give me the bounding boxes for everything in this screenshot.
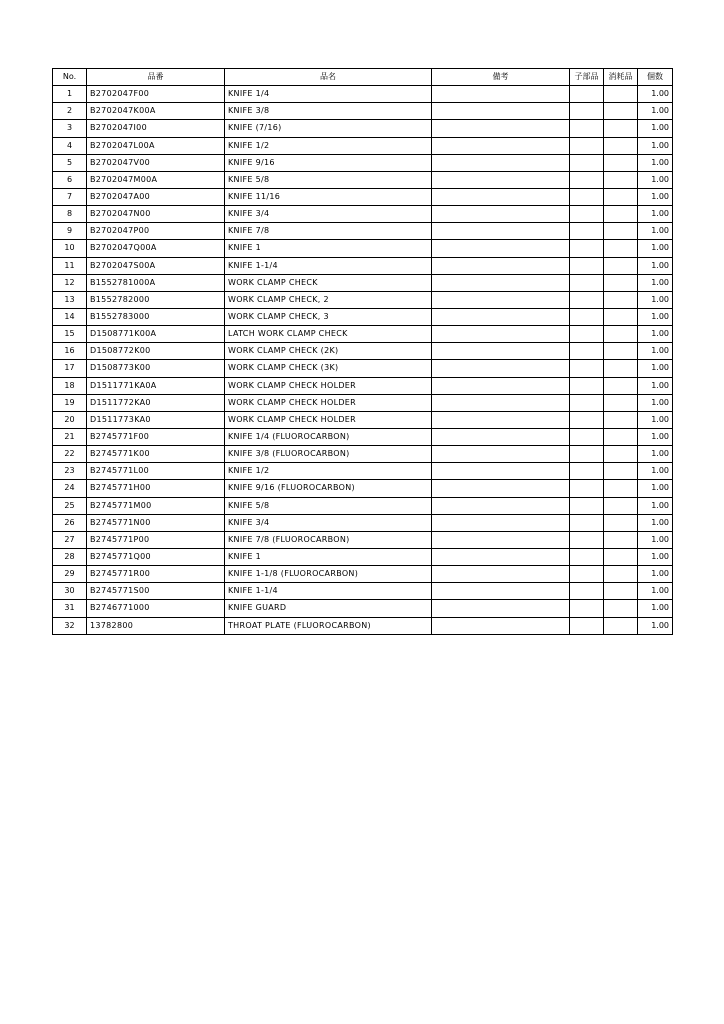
remarks-cell xyxy=(432,274,570,291)
row-number: 24 xyxy=(53,480,87,497)
table-row xyxy=(53,223,673,240)
remarks-cell xyxy=(432,360,570,377)
consumable-cell xyxy=(604,480,638,497)
consumable-cell xyxy=(604,343,638,360)
header-sub-part: 子部品 xyxy=(570,69,604,86)
consumable-cell xyxy=(604,428,638,445)
remarks-cell xyxy=(432,583,570,600)
remarks-cell xyxy=(432,240,570,257)
quantity: 1.00 xyxy=(638,171,673,188)
row-number: 29 xyxy=(53,566,87,583)
table-row xyxy=(53,86,673,103)
quantity: 1.00 xyxy=(638,137,673,154)
row-number: 6 xyxy=(53,171,87,188)
sub-part-cell xyxy=(570,240,604,257)
table-row xyxy=(53,411,673,428)
sub-part-cell xyxy=(570,120,604,137)
header-row xyxy=(53,69,673,86)
row-number: 8 xyxy=(53,206,87,223)
parts-table xyxy=(52,68,673,635)
sub-part-cell xyxy=(570,497,604,514)
remarks-cell xyxy=(432,600,570,617)
part-name: KNIFE (7/16) xyxy=(225,120,432,137)
part-name: KNIFE 1-1/4 xyxy=(225,583,432,600)
sub-part-cell xyxy=(570,617,604,634)
part-code: B2745771K00 xyxy=(87,446,225,463)
part-name: WORK CLAMP CHECK (3K) xyxy=(225,360,432,377)
consumable-cell xyxy=(604,308,638,325)
consumable-cell xyxy=(604,583,638,600)
consumable-cell xyxy=(604,566,638,583)
part-code: B2745771H00 xyxy=(87,480,225,497)
quantity: 1.00 xyxy=(638,463,673,480)
sub-part-cell xyxy=(570,86,604,103)
row-number: 4 xyxy=(53,137,87,154)
header-part-name: 品名 xyxy=(225,69,432,86)
row-number: 20 xyxy=(53,411,87,428)
part-name: WORK CLAMP CHECK xyxy=(225,274,432,291)
table-row xyxy=(53,206,673,223)
quantity: 1.00 xyxy=(638,583,673,600)
part-name: KNIFE 5/8 xyxy=(225,497,432,514)
consumable-cell xyxy=(604,600,638,617)
row-number: 10 xyxy=(53,240,87,257)
part-code: B2702047L00A xyxy=(87,137,225,154)
sub-part-cell xyxy=(570,360,604,377)
part-code: B2745771P00 xyxy=(87,531,225,548)
table-row xyxy=(53,566,673,583)
table-row xyxy=(53,343,673,360)
part-name: KNIFE GUARD xyxy=(225,600,432,617)
table-body xyxy=(53,86,673,635)
remarks-cell xyxy=(432,514,570,531)
part-name: KNIFE 3/4 xyxy=(225,206,432,223)
row-number: 23 xyxy=(53,463,87,480)
parts-list-sheet xyxy=(52,68,673,635)
table-row xyxy=(53,326,673,343)
part-name: WORK CLAMP CHECK HOLDER xyxy=(225,411,432,428)
quantity: 1.00 xyxy=(638,531,673,548)
quantity: 1.00 xyxy=(638,377,673,394)
consumable-cell xyxy=(604,377,638,394)
remarks-cell xyxy=(432,188,570,205)
row-number: 12 xyxy=(53,274,87,291)
part-code: B2745771F00 xyxy=(87,428,225,445)
part-name: KNIFE 1 xyxy=(225,240,432,257)
part-code: D1511771KA0A xyxy=(87,377,225,394)
part-code: B2745771S00 xyxy=(87,583,225,600)
remarks-cell xyxy=(432,394,570,411)
sub-part-cell xyxy=(570,394,604,411)
consumable-cell xyxy=(604,548,638,565)
header-remarks: 備考 xyxy=(432,69,570,86)
part-code: B2745771N00 xyxy=(87,514,225,531)
row-number: 5 xyxy=(53,154,87,171)
remarks-cell xyxy=(432,446,570,463)
sub-part-cell xyxy=(570,223,604,240)
table-row xyxy=(53,171,673,188)
part-code: B2702047V00 xyxy=(87,154,225,171)
row-number: 2 xyxy=(53,103,87,120)
remarks-cell xyxy=(432,377,570,394)
table-row xyxy=(53,274,673,291)
quantity: 1.00 xyxy=(638,188,673,205)
table-row xyxy=(53,120,673,137)
row-number: 27 xyxy=(53,531,87,548)
quantity: 1.00 xyxy=(638,326,673,343)
consumable-cell xyxy=(604,137,638,154)
table-row xyxy=(53,257,673,274)
table-row xyxy=(53,531,673,548)
part-name: KNIFE 3/8 xyxy=(225,103,432,120)
remarks-cell xyxy=(432,154,570,171)
sub-part-cell xyxy=(570,326,604,343)
row-number: 14 xyxy=(53,308,87,325)
row-number: 22 xyxy=(53,446,87,463)
table-row xyxy=(53,428,673,445)
header-no: No. xyxy=(53,69,87,86)
part-name: KNIFE 3/8 (FLUOROCARBON) xyxy=(225,446,432,463)
part-name: KNIFE 7/8 (FLUOROCARBON) xyxy=(225,531,432,548)
part-code: B2702047F00 xyxy=(87,86,225,103)
part-code: B1552783000 xyxy=(87,308,225,325)
quantity: 1.00 xyxy=(638,566,673,583)
quantity: 1.00 xyxy=(638,308,673,325)
quantity: 1.00 xyxy=(638,497,673,514)
sub-part-cell xyxy=(570,274,604,291)
remarks-cell xyxy=(432,343,570,360)
row-number: 30 xyxy=(53,583,87,600)
consumable-cell xyxy=(604,223,638,240)
row-number: 32 xyxy=(53,617,87,634)
table-row xyxy=(53,463,673,480)
sub-part-cell xyxy=(570,548,604,565)
quantity: 1.00 xyxy=(638,394,673,411)
quantity: 1.00 xyxy=(638,446,673,463)
part-code: B2745771L00 xyxy=(87,463,225,480)
part-code: B1552781000A xyxy=(87,274,225,291)
part-name: WORK CLAMP CHECK, 2 xyxy=(225,291,432,308)
consumable-cell xyxy=(604,411,638,428)
part-name: WORK CLAMP CHECK (2K) xyxy=(225,343,432,360)
consumable-cell xyxy=(604,86,638,103)
part-name: KNIFE 1/2 xyxy=(225,137,432,154)
quantity: 1.00 xyxy=(638,103,673,120)
consumable-cell xyxy=(604,120,638,137)
part-code: B2746771000 xyxy=(87,600,225,617)
row-number: 13 xyxy=(53,291,87,308)
part-name: WORK CLAMP CHECK HOLDER xyxy=(225,377,432,394)
remarks-cell xyxy=(432,411,570,428)
sub-part-cell xyxy=(570,206,604,223)
remarks-cell xyxy=(432,480,570,497)
quantity: 1.00 xyxy=(638,154,673,171)
part-code: 13782800 xyxy=(87,617,225,634)
part-code: D1511773KA0 xyxy=(87,411,225,428)
sub-part-cell xyxy=(570,428,604,445)
part-code: D1511772KA0 xyxy=(87,394,225,411)
quantity: 1.00 xyxy=(638,206,673,223)
remarks-cell xyxy=(432,291,570,308)
quantity: 1.00 xyxy=(638,240,673,257)
table-row xyxy=(53,514,673,531)
table-row xyxy=(53,497,673,514)
part-code: B2745771M00 xyxy=(87,497,225,514)
part-name: KNIFE 3/4 xyxy=(225,514,432,531)
quantity: 1.00 xyxy=(638,360,673,377)
part-name: KNIFE 9/16 (FLUOROCARBON) xyxy=(225,480,432,497)
quantity: 1.00 xyxy=(638,548,673,565)
part-code: B2702047A00 xyxy=(87,188,225,205)
quantity: 1.00 xyxy=(638,617,673,634)
part-code: D1508772K00 xyxy=(87,343,225,360)
remarks-cell xyxy=(432,120,570,137)
consumable-cell xyxy=(604,274,638,291)
sub-part-cell xyxy=(570,257,604,274)
part-code: B2702047P00 xyxy=(87,223,225,240)
sub-part-cell xyxy=(570,291,604,308)
part-name: KNIFE 5/8 xyxy=(225,171,432,188)
remarks-cell xyxy=(432,206,570,223)
quantity: 1.00 xyxy=(638,291,673,308)
row-number: 17 xyxy=(53,360,87,377)
sub-part-cell xyxy=(570,583,604,600)
consumable-cell xyxy=(604,171,638,188)
consumable-cell xyxy=(604,617,638,634)
remarks-cell xyxy=(432,497,570,514)
header-part-code: 品番 xyxy=(87,69,225,86)
part-code: D1508773K00 xyxy=(87,360,225,377)
quantity: 1.00 xyxy=(638,514,673,531)
remarks-cell xyxy=(432,86,570,103)
quantity: 1.00 xyxy=(638,274,673,291)
part-name: WORK CLAMP CHECK, 3 xyxy=(225,308,432,325)
consumable-cell xyxy=(604,103,638,120)
consumable-cell xyxy=(604,240,638,257)
quantity: 1.00 xyxy=(638,223,673,240)
part-name: KNIFE 1-1/4 xyxy=(225,257,432,274)
part-code: B2745771Q00 xyxy=(87,548,225,565)
table-row xyxy=(53,137,673,154)
quantity: 1.00 xyxy=(638,120,673,137)
part-name: KNIFE 1/2 xyxy=(225,463,432,480)
remarks-cell xyxy=(432,257,570,274)
sub-part-cell xyxy=(570,137,604,154)
row-number: 7 xyxy=(53,188,87,205)
remarks-cell xyxy=(432,326,570,343)
remarks-cell xyxy=(432,171,570,188)
consumable-cell xyxy=(604,446,638,463)
remarks-cell xyxy=(432,463,570,480)
part-name: KNIFE 11/16 xyxy=(225,188,432,205)
row-number: 31 xyxy=(53,600,87,617)
part-code: B2702047I00 xyxy=(87,120,225,137)
consumable-cell xyxy=(604,514,638,531)
table-row xyxy=(53,360,673,377)
row-number: 3 xyxy=(53,120,87,137)
part-name: KNIFE 9/16 xyxy=(225,154,432,171)
sub-part-cell xyxy=(570,514,604,531)
consumable-cell xyxy=(604,531,638,548)
consumable-cell xyxy=(604,463,638,480)
remarks-cell xyxy=(432,531,570,548)
row-number: 19 xyxy=(53,394,87,411)
part-name: KNIFE 1-1/8 (FLUOROCARBON) xyxy=(225,566,432,583)
quantity: 1.00 xyxy=(638,343,673,360)
consumable-cell xyxy=(604,188,638,205)
sub-part-cell xyxy=(570,566,604,583)
row-number: 15 xyxy=(53,326,87,343)
sub-part-cell xyxy=(570,600,604,617)
sub-part-cell xyxy=(570,154,604,171)
row-number: 18 xyxy=(53,377,87,394)
part-name: LATCH WORK CLAMP CHECK xyxy=(225,326,432,343)
row-number: 1 xyxy=(53,86,87,103)
table-row xyxy=(53,154,673,171)
table-row xyxy=(53,308,673,325)
part-code: B1552782000 xyxy=(87,291,225,308)
table-row xyxy=(53,617,673,634)
remarks-cell xyxy=(432,308,570,325)
quantity: 1.00 xyxy=(638,86,673,103)
table-row xyxy=(53,291,673,308)
table-row xyxy=(53,103,673,120)
table-row xyxy=(53,583,673,600)
table-row xyxy=(53,188,673,205)
sub-part-cell xyxy=(570,103,604,120)
sub-part-cell xyxy=(570,343,604,360)
row-number: 28 xyxy=(53,548,87,565)
quantity: 1.00 xyxy=(638,411,673,428)
consumable-cell xyxy=(604,206,638,223)
part-code: B2702047N00 xyxy=(87,206,225,223)
sub-part-cell xyxy=(570,463,604,480)
remarks-cell xyxy=(432,617,570,634)
part-name: KNIFE 7/8 xyxy=(225,223,432,240)
part-name: KNIFE 1/4 xyxy=(225,86,432,103)
table-row xyxy=(53,600,673,617)
part-name: KNIFE 1 xyxy=(225,548,432,565)
sub-part-cell xyxy=(570,171,604,188)
row-number: 16 xyxy=(53,343,87,360)
row-number: 25 xyxy=(53,497,87,514)
sub-part-cell xyxy=(570,446,604,463)
table-row xyxy=(53,377,673,394)
consumable-cell xyxy=(604,154,638,171)
part-code: B2745771R00 xyxy=(87,566,225,583)
part-name: KNIFE 1/4 (FLUOROCARBON) xyxy=(225,428,432,445)
part-code: D1508771K00A xyxy=(87,326,225,343)
row-number: 21 xyxy=(53,428,87,445)
remarks-cell xyxy=(432,548,570,565)
part-code: B2702047K00A xyxy=(87,103,225,120)
quantity: 1.00 xyxy=(638,428,673,445)
consumable-cell xyxy=(604,291,638,308)
quantity: 1.00 xyxy=(638,480,673,497)
sub-part-cell xyxy=(570,411,604,428)
row-number: 11 xyxy=(53,257,87,274)
table-row xyxy=(53,240,673,257)
header-quantity: 個数 xyxy=(638,69,673,86)
consumable-cell xyxy=(604,360,638,377)
part-code: B2702047M00A xyxy=(87,171,225,188)
quantity: 1.00 xyxy=(638,600,673,617)
consumable-cell xyxy=(604,326,638,343)
part-code: B2702047Q00A xyxy=(87,240,225,257)
row-number: 26 xyxy=(53,514,87,531)
quantity: 1.00 xyxy=(638,257,673,274)
remarks-cell xyxy=(432,103,570,120)
sub-part-cell xyxy=(570,188,604,205)
table-row xyxy=(53,480,673,497)
consumable-cell xyxy=(604,257,638,274)
part-name: WORK CLAMP CHECK HOLDER xyxy=(225,394,432,411)
header-consumable: 消耗品 xyxy=(604,69,638,86)
table-row xyxy=(53,394,673,411)
sub-part-cell xyxy=(570,531,604,548)
table-row xyxy=(53,548,673,565)
sub-part-cell xyxy=(570,308,604,325)
consumable-cell xyxy=(604,497,638,514)
sub-part-cell xyxy=(570,480,604,497)
part-name: THROAT PLATE (FLUOROCARBON) xyxy=(225,617,432,634)
sub-part-cell xyxy=(570,377,604,394)
table-row xyxy=(53,446,673,463)
row-number: 9 xyxy=(53,223,87,240)
remarks-cell xyxy=(432,566,570,583)
remarks-cell xyxy=(432,428,570,445)
part-code: B2702047S00A xyxy=(87,257,225,274)
remarks-cell xyxy=(432,223,570,240)
remarks-cell xyxy=(432,137,570,154)
consumable-cell xyxy=(604,394,638,411)
